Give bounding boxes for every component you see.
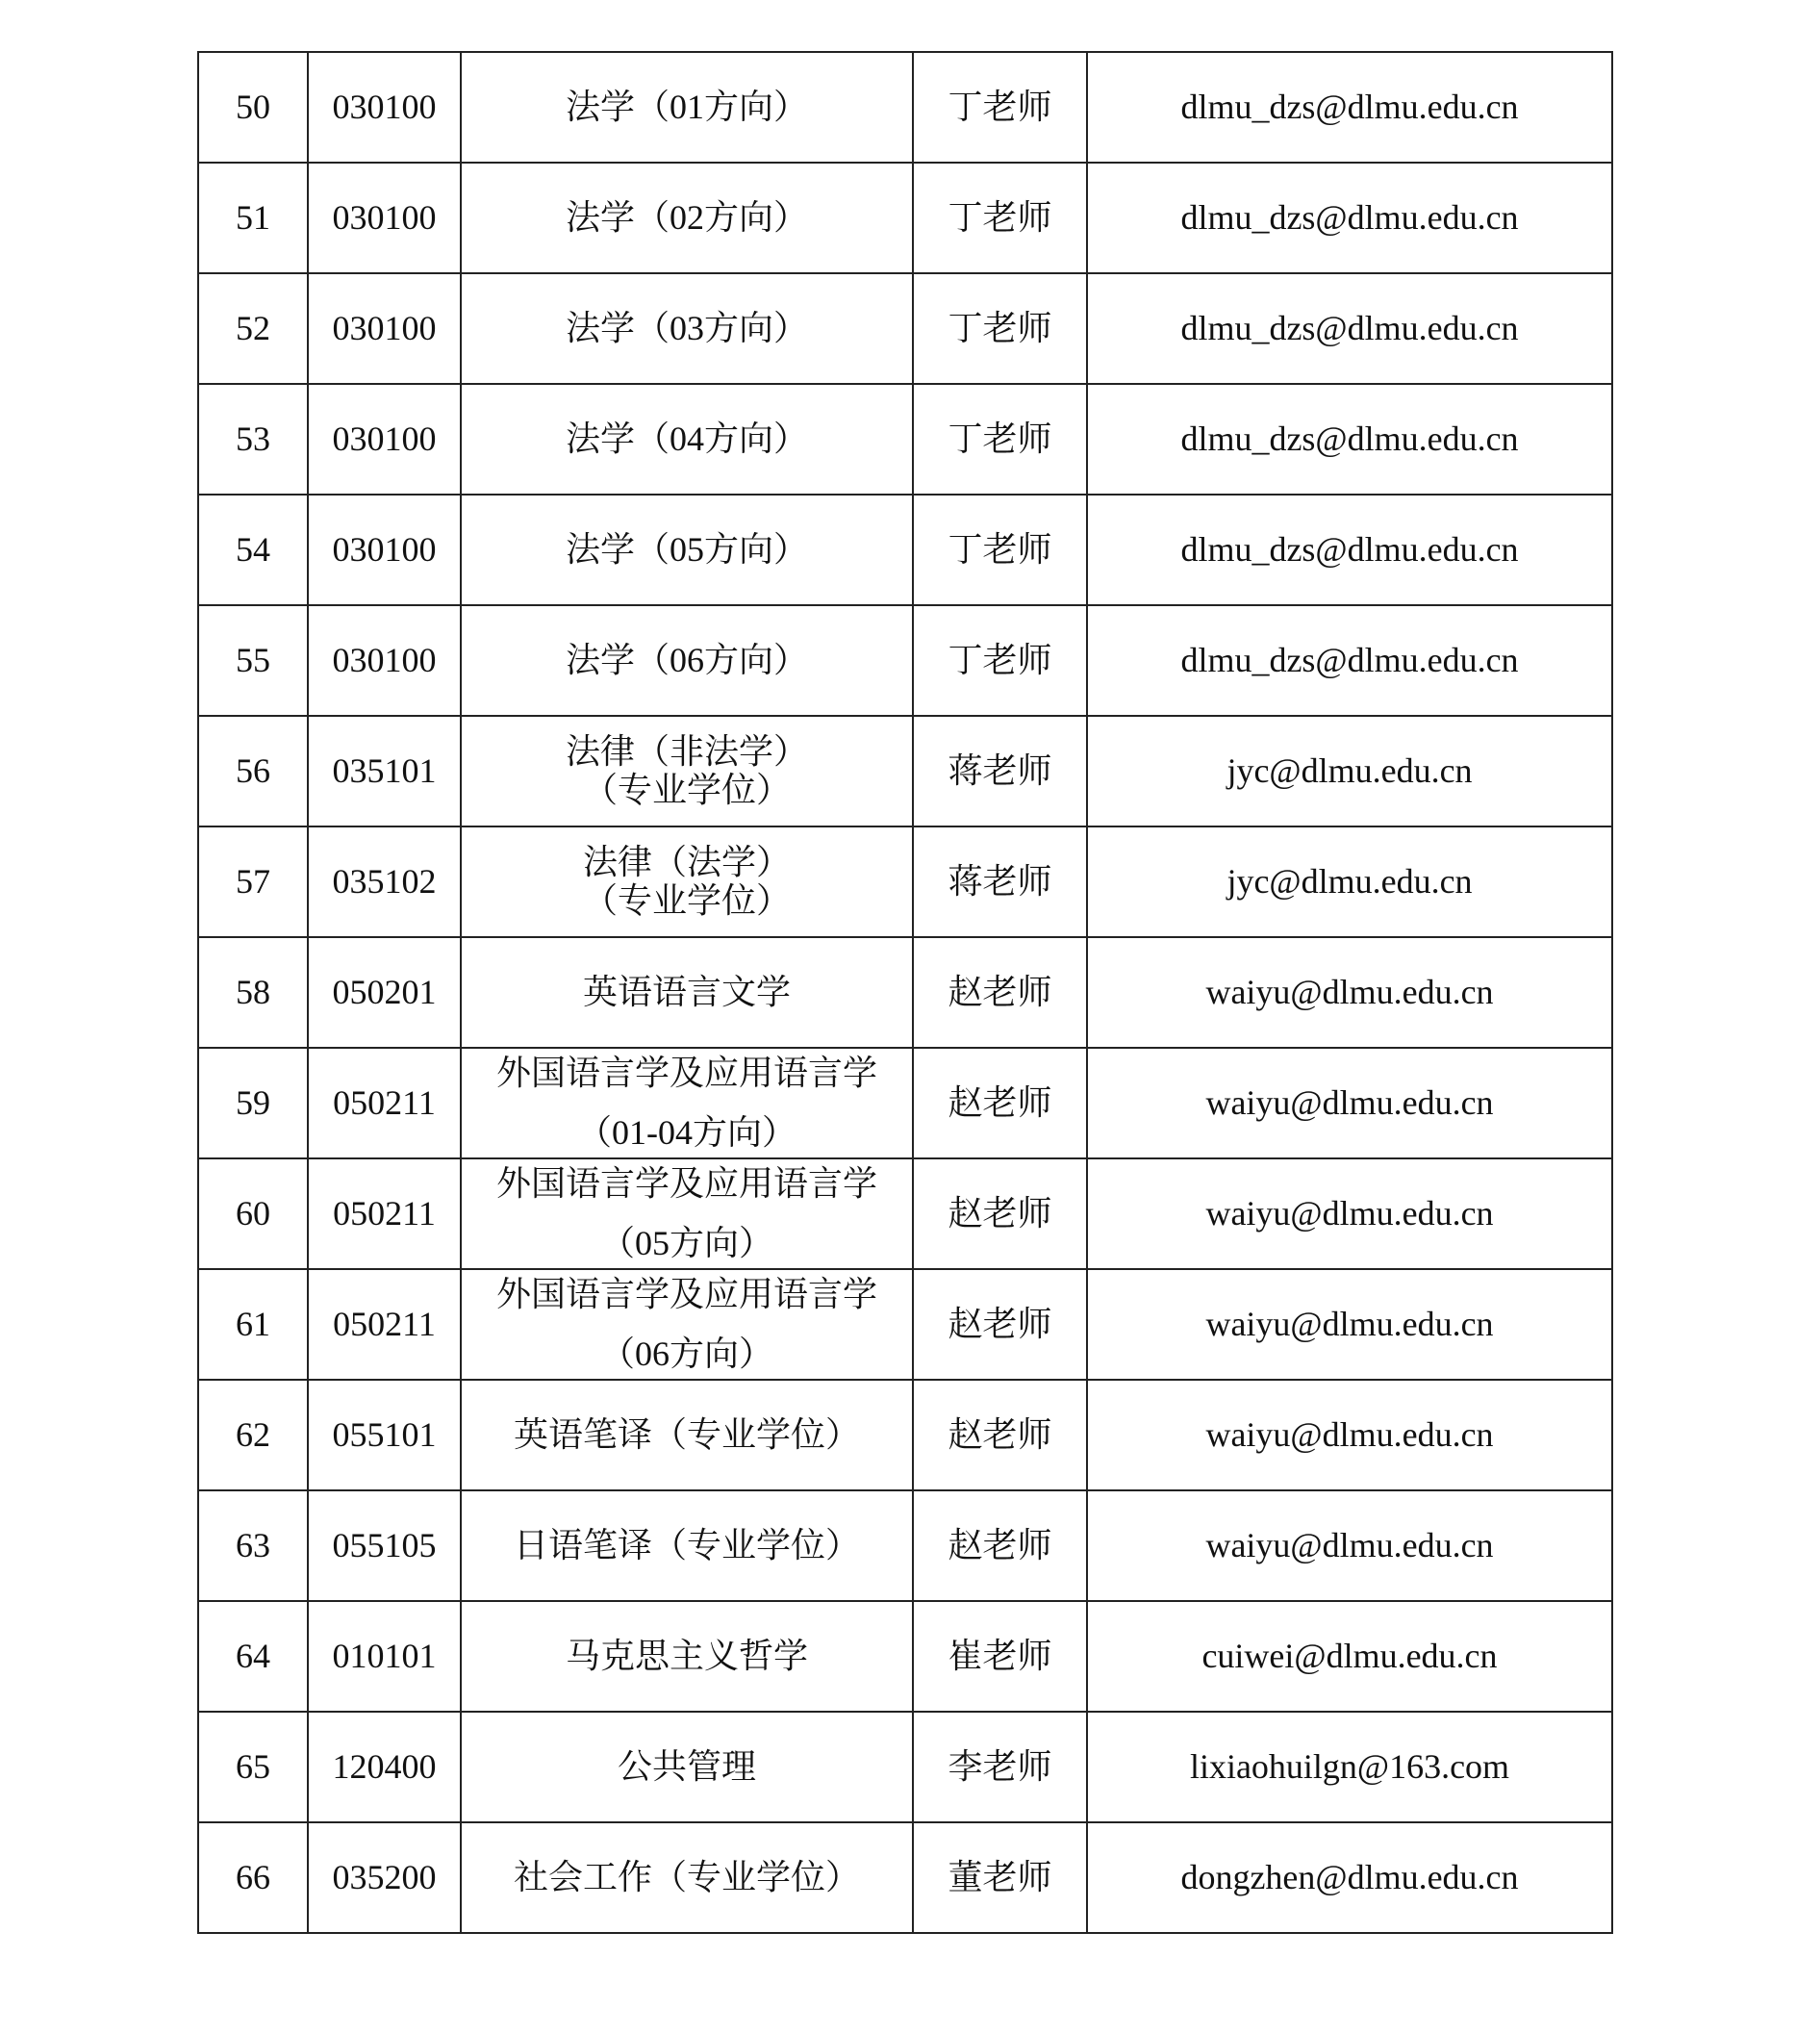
contact-email: waiyu@dlmu.edu.cn (1087, 1158, 1612, 1269)
table-row (198, 1380, 1612, 1490)
table-row (198, 1822, 1612, 1933)
contact-teacher: 李老师 (913, 1712, 1087, 1822)
row-number: 60 (198, 1158, 308, 1269)
row-number: 58 (198, 937, 308, 1048)
major-name-line: 法律（非法学） (565, 731, 808, 771)
contact-email: dlmu_dzs@dlmu.edu.cn (1087, 273, 1612, 384)
table-row (198, 273, 1612, 384)
major-name-line: （05方向） (599, 1223, 773, 1262)
major-name-line: 法学（03方向） (565, 308, 808, 347)
major-code: 030100 (308, 273, 461, 384)
contact-teacher: 赵老师 (913, 1490, 1087, 1601)
major-code: 035101 (308, 716, 461, 826)
table-row (198, 52, 1612, 163)
major-name (461, 163, 913, 273)
major-code: 055105 (308, 1490, 461, 1601)
major-name (461, 1601, 913, 1712)
contact-teacher: 丁老师 (913, 163, 1087, 273)
major-name (461, 1712, 913, 1822)
table-row (198, 1048, 1612, 1158)
contact-teacher: 赵老师 (913, 1380, 1087, 1490)
major-code: 010101 (308, 1601, 461, 1712)
major-name (461, 495, 913, 605)
major-name (461, 1490, 913, 1601)
contact-teacher: 赵老师 (913, 1269, 1087, 1380)
major-code: 050211 (308, 1269, 461, 1380)
major-name-text (462, 1416, 912, 1455)
contact-email: waiyu@dlmu.edu.cn (1087, 1048, 1612, 1158)
table-row (198, 1601, 1612, 1712)
contact-teacher: 赵老师 (913, 1048, 1087, 1158)
contact-email: waiyu@dlmu.edu.cn (1087, 1269, 1612, 1380)
contact-teacher: 崔老师 (913, 1601, 1087, 1712)
contact-teacher: 丁老师 (913, 495, 1087, 605)
table-row (198, 1269, 1612, 1380)
row-number: 56 (198, 716, 308, 826)
table-row (198, 495, 1612, 605)
table-row (198, 1158, 1612, 1269)
contact-email: waiyu@dlmu.edu.cn (1087, 937, 1612, 1048)
contact-teacher: 赵老师 (913, 1158, 1087, 1269)
row-number: 61 (198, 1269, 308, 1380)
row-number: 64 (198, 1601, 308, 1712)
major-name (461, 1158, 913, 1269)
table-row (198, 1490, 1612, 1601)
row-number: 51 (198, 163, 308, 273)
major-name (461, 52, 913, 163)
major-name (461, 716, 913, 826)
contact-email: jyc@dlmu.edu.cn (1087, 826, 1612, 937)
major-name-line: 马克思主义哲学 (565, 1636, 808, 1675)
major-name-line: 法学（04方向） (565, 419, 808, 458)
major-name-line: （专业学位） (582, 880, 791, 920)
major-name-text (462, 733, 912, 809)
major-name (461, 937, 913, 1048)
major-code: 035102 (308, 826, 461, 937)
major-code: 035200 (308, 1822, 461, 1933)
major-code: 050201 (308, 937, 461, 1048)
major-name-text (462, 1527, 912, 1565)
major-code: 050211 (308, 1158, 461, 1269)
table-row (198, 384, 1612, 495)
contact-teacher: 丁老师 (913, 273, 1087, 384)
major-name-line: 日语笔译（专业学位） (513, 1525, 860, 1564)
contact-teacher: 董老师 (913, 1822, 1087, 1933)
major-name (461, 273, 913, 384)
major-name-line: 法律（法学） (582, 842, 791, 881)
row-number: 65 (198, 1712, 308, 1822)
major-name-line: 法学（01方向） (565, 87, 808, 126)
major-code: 055101 (308, 1380, 461, 1490)
major-name-line: （专业学位） (582, 770, 791, 809)
row-number: 55 (198, 605, 308, 716)
major-name (461, 826, 913, 937)
row-number: 50 (198, 52, 308, 163)
table-row (198, 826, 1612, 937)
major-name-line: 英语语言文学 (582, 972, 791, 1011)
major-name (461, 384, 913, 495)
major-name-line: 外国语言学及应用语言学 (495, 1053, 877, 1092)
major-name-line: 公共管理 (617, 1746, 756, 1786)
contact-email: dlmu_dzs@dlmu.edu.cn (1087, 605, 1612, 716)
major-name-line: （01-04方向） (577, 1112, 796, 1152)
major-name (461, 1380, 913, 1490)
contact-email: lixiaohuilgn@163.com (1087, 1712, 1612, 1822)
row-number: 52 (198, 273, 308, 384)
major-name-text (462, 420, 912, 459)
major-code: 050211 (308, 1048, 461, 1158)
major-code: 120400 (308, 1712, 461, 1822)
contact-email: waiyu@dlmu.edu.cn (1087, 1490, 1612, 1601)
major-code: 030100 (308, 52, 461, 163)
row-number: 62 (198, 1380, 308, 1490)
contact-teacher: 丁老师 (913, 605, 1087, 716)
major-name (461, 1269, 913, 1380)
major-name-line: 外国语言学及应用语言学 (495, 1163, 877, 1203)
contact-email: dlmu_dzs@dlmu.edu.cn (1087, 495, 1612, 605)
major-code: 030100 (308, 495, 461, 605)
row-number: 57 (198, 826, 308, 937)
major-name-text (462, 1165, 912, 1262)
major-code: 030100 (308, 384, 461, 495)
major-name-text (462, 974, 912, 1012)
contact-email: dlmu_dzs@dlmu.edu.cn (1087, 52, 1612, 163)
contact-email: dlmu_dzs@dlmu.edu.cn (1087, 384, 1612, 495)
major-name-text (462, 1748, 912, 1787)
major-name-text (462, 89, 912, 127)
major-name-text (462, 1276, 912, 1373)
major-name-text (462, 199, 912, 238)
contact-email: cuiwei@dlmu.edu.cn (1087, 1601, 1612, 1712)
major-name-text (462, 1859, 912, 1897)
row-number: 63 (198, 1490, 308, 1601)
major-name-line: 外国语言学及应用语言学 (495, 1274, 877, 1313)
table-row (198, 937, 1612, 1048)
table-body (198, 52, 1612, 1933)
contact-email: waiyu@dlmu.edu.cn (1087, 1380, 1612, 1490)
major-name (461, 605, 913, 716)
major-name-text (462, 1638, 912, 1676)
major-code: 030100 (308, 163, 461, 273)
row-number: 66 (198, 1822, 308, 1933)
contact-email: dlmu_dzs@dlmu.edu.cn (1087, 163, 1612, 273)
major-name-line: 英语笔译（专业学位） (513, 1414, 860, 1454)
major-name-line: 法学（05方向） (565, 529, 808, 569)
contact-teacher: 丁老师 (913, 52, 1087, 163)
major-name-line: 法学（02方向） (565, 197, 808, 237)
major-name-line: （06方向） (599, 1334, 773, 1373)
table-row (198, 1712, 1612, 1822)
table-row (198, 716, 1612, 826)
major-name-text (462, 531, 912, 570)
major-name-text (462, 642, 912, 680)
contacts-table (197, 51, 1613, 1934)
major-name-line: 社会工作（专业学位） (513, 1857, 860, 1896)
table-row (198, 605, 1612, 716)
major-name (461, 1048, 913, 1158)
major-code: 030100 (308, 605, 461, 716)
contact-teacher: 丁老师 (913, 384, 1087, 495)
contact-teacher: 赵老师 (913, 937, 1087, 1048)
contact-email: jyc@dlmu.edu.cn (1087, 716, 1612, 826)
row-number: 53 (198, 384, 308, 495)
row-number: 59 (198, 1048, 308, 1158)
row-number: 54 (198, 495, 308, 605)
major-name-line: 法学（06方向） (565, 640, 808, 679)
contact-teacher: 蒋老师 (913, 826, 1087, 937)
major-name-text (462, 844, 912, 920)
contact-teacher: 蒋老师 (913, 716, 1087, 826)
major-name (461, 1822, 913, 1933)
table-row (198, 163, 1612, 273)
major-name-text (462, 1055, 912, 1152)
major-name-text (462, 310, 912, 348)
contact-email: dongzhen@dlmu.edu.cn (1087, 1822, 1612, 1933)
